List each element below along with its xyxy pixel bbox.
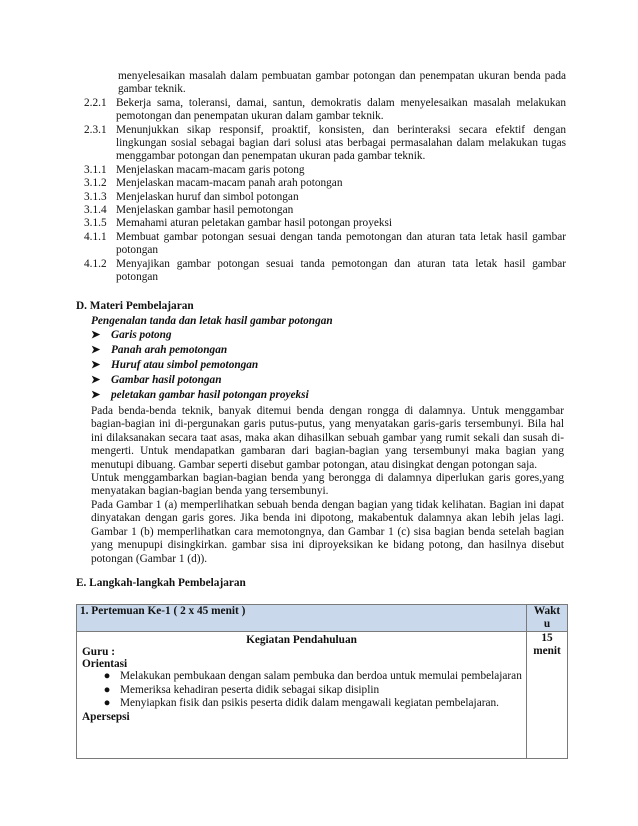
- duration-unit: menit: [533, 645, 561, 657]
- waktu-header-cell: [527, 605, 568, 632]
- guru-label: Guru :: [82, 646, 115, 658]
- objective-text: Memahami aturan peletakan gambar hasil potongan proyeksi: [116, 217, 393, 230]
- section-d-subheading: Pengenalan tanda dan letak hasil gambar potongan: [91, 315, 333, 327]
- objective-text: Menjelaskan macam-macam garis potong: [116, 163, 305, 176]
- round-bullet-icon: ●: [103, 683, 111, 696]
- objective-text: Menjelaskan huruf dan simbol potongan: [116, 190, 299, 203]
- section-d-heading: D. Materi Pembelajaran: [76, 300, 194, 312]
- objective-item: [84, 258, 566, 285]
- arrowhead-bullet-icon: ➤: [91, 329, 101, 341]
- arrowhead-bullet-icon: ➤: [91, 344, 101, 356]
- objective-number: 2.2.1: [84, 96, 107, 109]
- material-bullet-text: Garis potong: [111, 328, 172, 341]
- objective-number: 3.1.3: [84, 190, 107, 203]
- objective-number: 3.1.2: [84, 177, 107, 190]
- objective-continued-text: menyelesaikan masalah dalam pembuatan gambar potongan dan penempatan ukuran benda pada gambar teknik.: [118, 70, 566, 96]
- waktu-label-line2: u: [543, 618, 551, 630]
- material-bullet-item: [91, 372, 511, 387]
- objective-text: Menyajikan gambar potongan sesuai tanda pemotongan dan aturan tata letak hasil gambar potongan: [116, 257, 566, 284]
- objective-item: [84, 191, 566, 204]
- meeting-header-cell: 1. Pertemuan Ke-1 ( 2 x 45 menit ): [77, 605, 527, 632]
- material-bullet-list: [91, 327, 511, 402]
- material-bullet-text: Panah arah pemotongan: [111, 343, 228, 356]
- activity-bullet-text: Melakukan pembukaan dengan salam pembuka dan berdoa untuk memulai pembelajaran: [120, 670, 522, 682]
- material-bullet-text: peletakan gambar hasil potongan proyeksi: [111, 388, 309, 401]
- duration-value: 15: [541, 632, 553, 644]
- arrowhead-bullet-icon: ➤: [91, 389, 101, 401]
- orientasi-label: Orientasi: [82, 658, 128, 670]
- material-bullet-item: [91, 342, 511, 357]
- body-paragraph: Untuk menggambarkan bagian-bagian benda yang berongga di dalamnya diperlukan garis gores,yang menyatakan bagian-bagian benda yang tersembunyi.: [91, 472, 564, 498]
- arrowhead-bullet-icon: ➤: [91, 359, 101, 371]
- activity-bullet-item: [80, 670, 523, 684]
- section-e-heading: E. Langkah-langkah Pembelajaran: [76, 577, 246, 589]
- duration-cell: [527, 632, 568, 759]
- objective-number: 3.1.1: [84, 163, 107, 176]
- activity-bullet-text: Menyiapkan fisik dan psikis peserta didik dalam mengawali kegiatan pembelajaran.: [120, 697, 499, 709]
- body-paragraph: Pada Gambar 1 (a) memperlihatkan sebuah benda dengan bagian yang tidak kelihatan. Bagian ini dapat dinyatakan dengan garis gores. Jika benda ini dipotong, makabentuk dalamnya akan lebih jelas lagi. Gambar 1 (b) memperlihatkan cara memotongnya, dan Gambar 1 (c) sisa bagian benda setelah bagian yang menupupi disingkirkan. gambar sisa ini diproyeksikan ke bidang potong, dan hasilnya disebut potongan (Gambar 1 (d)).: [91, 499, 564, 565]
- objective-text: Menunjukkan sikap responsif, proaktif, konsisten, dan berinteraksi secara efektif dengan lingkungan sosial sebagai bagian dari solusi atas berbagai permasalahan dalam melakukan tugas menggambar potongan dan penempatan ukuran pada gambar teknik.: [116, 123, 566, 163]
- learning-steps-table: [76, 604, 568, 759]
- waktu-label-line1: Wakt: [533, 605, 561, 617]
- activity-cell: [77, 632, 527, 759]
- material-bullet-text: Huruf atau simbol pemotongan: [111, 358, 259, 371]
- objective-item: [84, 124, 566, 164]
- activity-bullet-item: [80, 697, 523, 711]
- objective-item: [84, 177, 566, 190]
- objective-number: 3.1.4: [84, 204, 107, 217]
- apersepsi-label: Apersepsi: [82, 710, 130, 723]
- objective-item: [84, 217, 566, 230]
- objective-item: [84, 164, 566, 177]
- objective-item: [84, 231, 566, 258]
- material-bullet-item: [91, 387, 511, 402]
- objective-number: 4.1.2: [84, 257, 107, 270]
- table-header-row: [77, 605, 568, 632]
- objective-item: [84, 97, 566, 124]
- arrowhead-bullet-icon: ➤: [91, 374, 101, 386]
- round-bullet-icon: ●: [103, 670, 111, 682]
- activity-bullet-text: Memeriksa kehadiran peserta didik sebagai sikap disiplin: [120, 683, 380, 696]
- activity-title: Kegiatan Pendahuluan: [246, 634, 357, 646]
- material-bullet-text: Gambar hasil potongan: [111, 373, 222, 386]
- objective-number: 3.1.5: [84, 217, 107, 230]
- activity-bullet-item: [80, 684, 523, 698]
- material-bullet-item: [91, 327, 511, 342]
- round-bullet-icon: ●: [103, 697, 111, 709]
- objective-text: Menjelaskan gambar hasil pemotongan: [116, 204, 294, 217]
- table-row: [77, 632, 568, 759]
- objective-number: 4.1.1: [84, 230, 107, 243]
- objective-item: [84, 204, 566, 217]
- body-paragraph: Pada benda-benda teknik, banyak ditemui benda dengan rongga di dalamnya. Untuk menggambar bagian-bagian ini di-pergunakan garis putus-putus, yang menyatakan garis-garis tersembunyi. Bila hal ini dilaksanakan secara taat asas, maka akan dihasilkan sebuah gambar yang rumit sekali dan susah di-mengerti. Untuk mendapatkan gambaran dari bagian-bagian yang tersembunyi maka bagian yang menutupi dibuang. Gambar seperti disebut gambar potongan, atau disingkat dengan potongan saja.: [91, 405, 564, 471]
- objective-number: 2.3.1: [84, 123, 107, 136]
- material-bullet-item: [91, 357, 511, 372]
- objective-text: Membuat gambar potongan sesuai dengan tanda pemotongan dan aturan tata letak hasil gambar potongan: [116, 230, 566, 257]
- objectives-list: [84, 70, 566, 285]
- objective-text: Menjelaskan macam-macam panah arah potongan: [116, 177, 343, 190]
- objective-text: Bekerja sama, toleransi, damai, santun, demokratis dalam menyelesaikan masalah melakukan pemotongan dan penempatan ukuran dalam gambar teknik.: [116, 96, 566, 123]
